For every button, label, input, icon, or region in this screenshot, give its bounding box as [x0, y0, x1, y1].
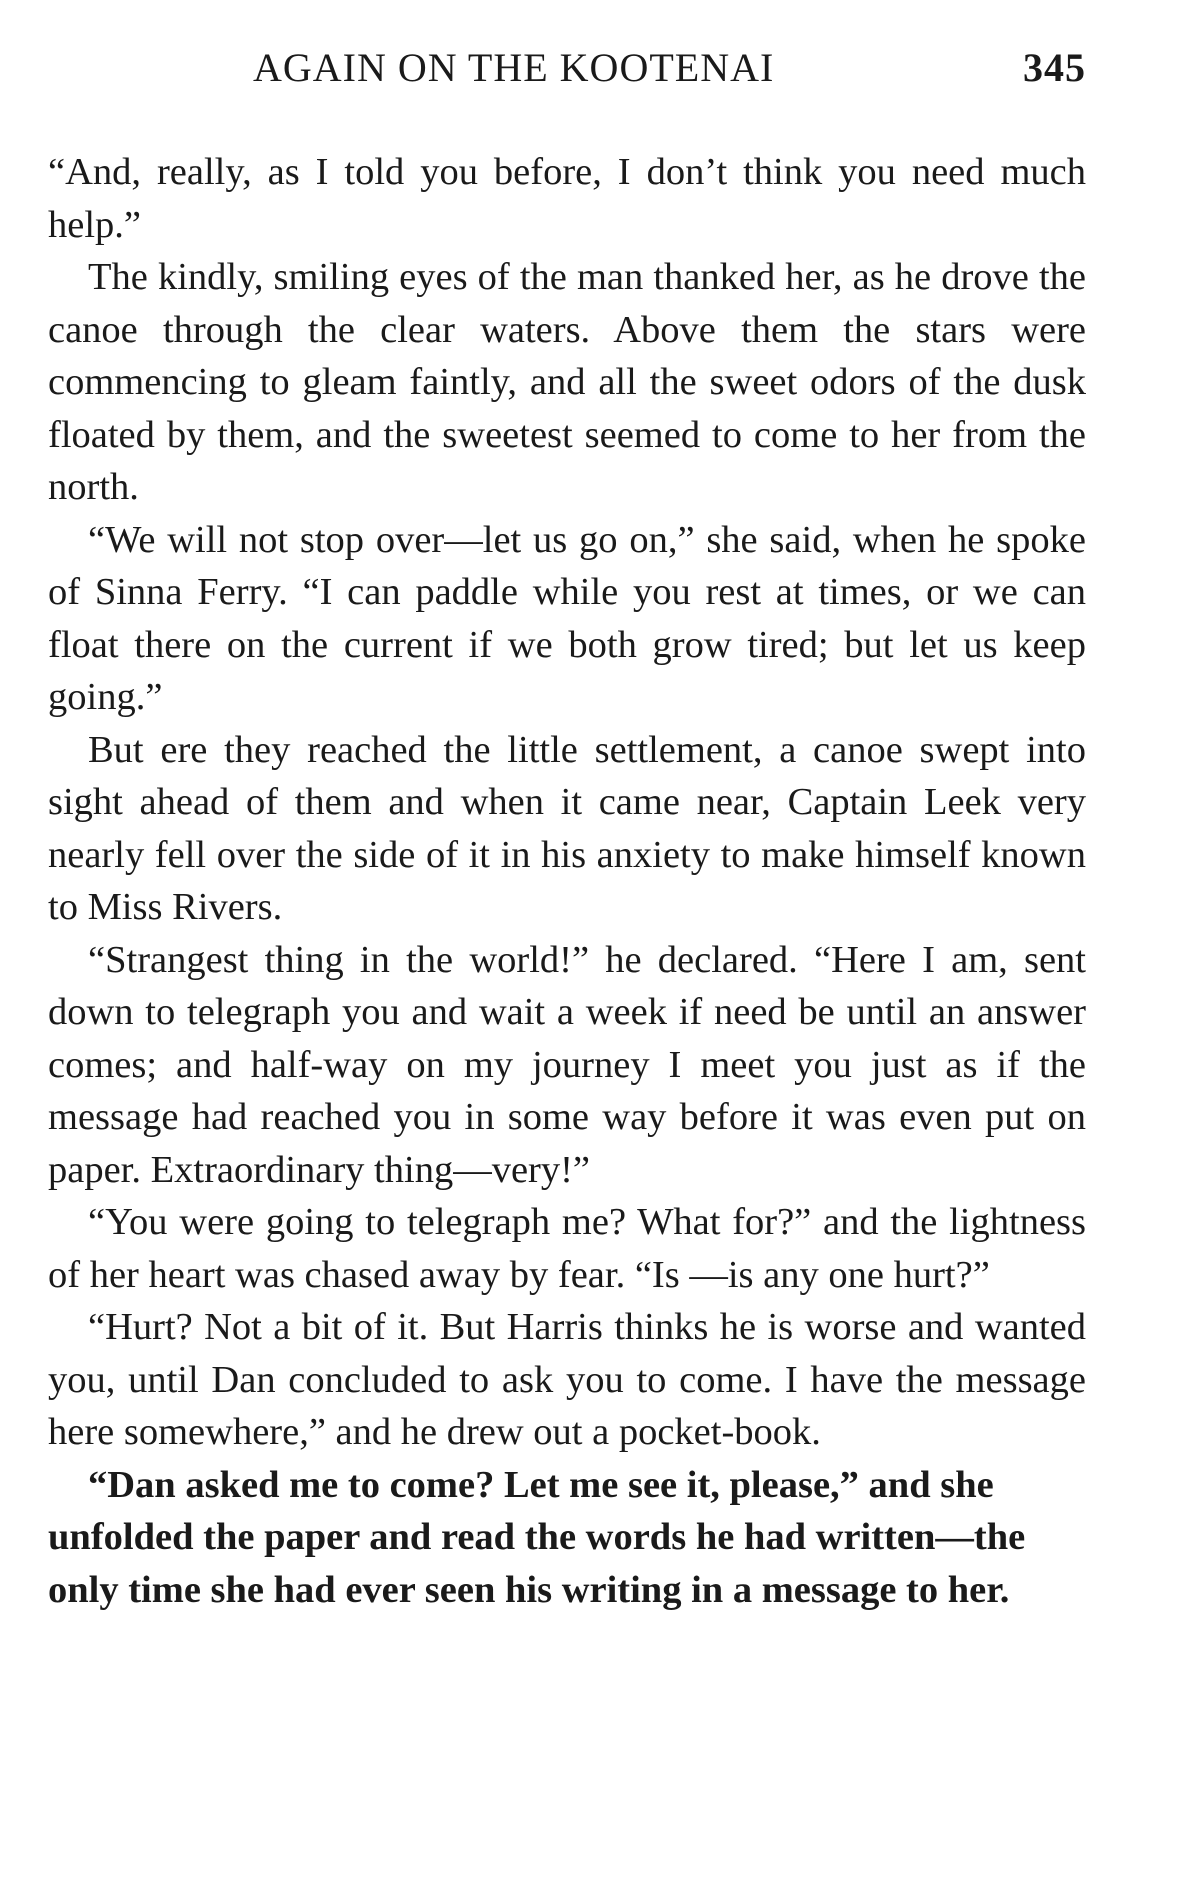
running-title: AGAIN ON THE KOOTENAI	[253, 45, 775, 90]
paragraph: But ere they reached the little settlement, a canoe swept into sight ahead of them and when it came near, Captain Leek very nearly fell over the side of it in his anxiety to make himself known to Miss Rivers.	[48, 728, 1086, 928]
page-number: 345	[1023, 45, 1086, 90]
paragraph: “And, really, as I told you before, I don’t think you need much help.”	[48, 151, 1086, 246]
running-header	[48, 34, 1086, 94]
paragraph: “Strangest thing in the world!” he declared. “Here I am, sent down to telegraph you and wait a week if need be until an answer comes; and half-way on my journey I meet you just as if the message had reached you in some way before it was even put on paper. Extraordinary thing—very!”	[48, 938, 1086, 1191]
paragraph: “We will not stop over—let us go on,” she said, when he spoke of Sinna Ferry. “I can paddle while you rest at times, or we can float there on the current if we both grow tired; but let us keep going.”	[48, 518, 1086, 718]
paragraph: “Dan asked me to come? Let me see it, please,” and she unfolded the paper and read the words he had written—the only time she had ever seen his writing in a message to her.	[48, 1463, 1026, 1611]
paragraph: “You were going to telegraph me? What for?” and the lightness of her heart was chased away by fear. “Is —is any one hurt?”	[48, 1201, 1086, 1296]
paragraph: The kindly, smiling eyes of the man thanked her, as he drove the canoe through the clear waters. Above them the stars were commencing to gleam faintly, and all the sweet odors of the dusk floated by them, and the sweetest seemed to come to her from the north.	[48, 256, 1086, 508]
body-text	[48, 146, 1086, 1616]
book-page	[48, 34, 1086, 1616]
paragraph: “Hurt? Not a bit of it. But Harris thinks he is worse and wanted you, until Dan concluded to ask you to come. I have the message here somewhere,” and he drew out a pocket-book.	[48, 1306, 1086, 1453]
